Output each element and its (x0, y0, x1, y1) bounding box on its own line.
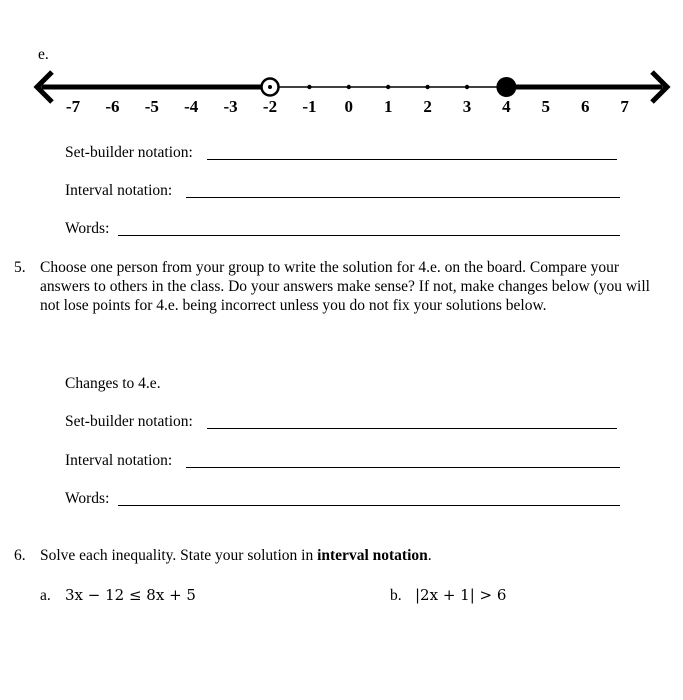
tick-label: -3 (223, 97, 238, 116)
tick-mark (465, 85, 469, 89)
tick-label: 6 (580, 97, 590, 116)
q6-text: Solve each inequality. State your solution in interval notation. (40, 547, 432, 564)
tick-label: 3 (462, 97, 472, 116)
q5-set-builder-blank[interactable] (207, 428, 617, 429)
interval-blank[interactable] (186, 197, 620, 198)
tick-label: 1 (383, 97, 393, 116)
tick-label: 2 (423, 97, 432, 116)
tick-label: -2 (262, 97, 278, 116)
words-blank[interactable] (118, 235, 620, 236)
interval-label: Interval notation: (65, 182, 173, 199)
tick-label: 4 (502, 97, 511, 116)
tick-label: -1 (302, 97, 317, 116)
tick-mark (347, 85, 351, 89)
q5-interval-label: Interval notation: (65, 452, 173, 469)
q5-words-blank[interactable] (118, 505, 620, 506)
q6a-inequality: 3x − 12 ≤ 8x + 5 (65, 586, 196, 604)
tick-label: -5 (144, 97, 159, 116)
tick-mark (425, 85, 429, 89)
q6-number: 6. (14, 547, 26, 564)
tick-label: 0 (344, 97, 354, 116)
q6b-label: b. (390, 587, 402, 604)
tick-label: 5 (541, 97, 551, 116)
tick-mark (307, 85, 311, 89)
tick-mark (386, 85, 390, 89)
open-point-center (268, 85, 272, 89)
q5-text: Choose one person from your group to write the solution for 4.e. on the board. Compare your answers to others in the class. Do your answers make sense? If not, make changes below (you will not lose points for 4.e. being incorrect unless you do not fix your solutions below. (40, 259, 650, 314)
q5-words-label: Words: (65, 490, 110, 507)
closed-point-marker (496, 77, 516, 97)
q6a-label: a. (40, 587, 51, 604)
changes-label: Changes to 4.e. (65, 375, 161, 392)
part-e-label: e. (38, 46, 49, 63)
q5-number: 5. (14, 259, 26, 276)
words-label: Words: (65, 220, 110, 237)
q5-interval-blank[interactable] (186, 467, 620, 468)
number-line (0, 60, 683, 120)
tick-label: -4 (184, 97, 199, 116)
q5-set-builder-label: Set-builder notation: (65, 413, 193, 430)
tick-label: 7 (620, 97, 629, 116)
q6b-inequality: |2x + 1| > 6 (415, 586, 507, 604)
tick-label: -7 (65, 97, 81, 116)
tick-label: -6 (105, 97, 120, 116)
set-builder-blank[interactable] (207, 159, 617, 160)
set-builder-label: Set-builder notation: (65, 144, 193, 161)
